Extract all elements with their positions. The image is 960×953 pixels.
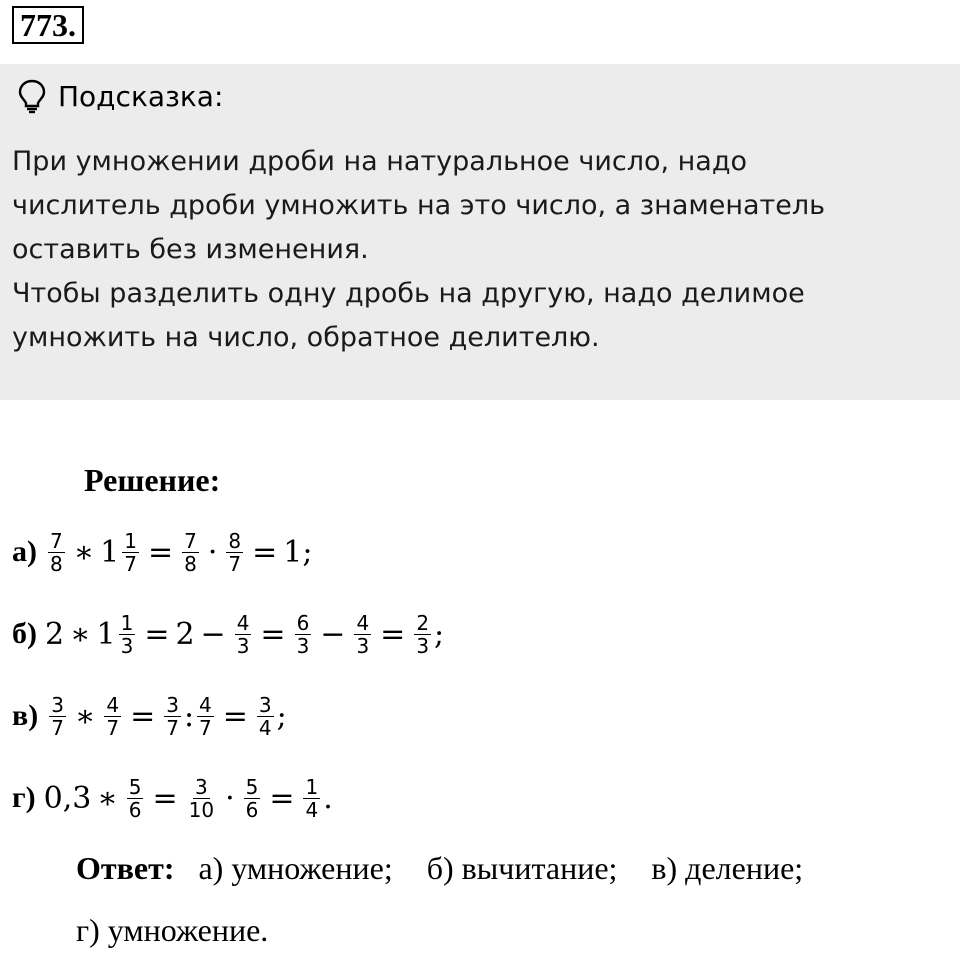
operator: =	[222, 698, 248, 734]
punctuation: .	[323, 780, 333, 816]
fraction: $\frac{4}{3}$	[236, 610, 250, 658]
hint-line: Чтобы разделить одну дробь на другую, надо делимое	[12, 278, 805, 309]
hint-title: Подсказка:	[58, 79, 224, 113]
hint-line: умножить на число, обратное делителю.	[12, 322, 600, 353]
fraction: $\frac{5}{6}$	[245, 774, 259, 822]
fraction: $\frac{7}{8}$	[50, 528, 63, 576]
operator: ∗	[73, 534, 95, 570]
solution-line-c	[12, 686, 287, 746]
number: 2	[175, 616, 195, 652]
whole-part: 1	[100, 534, 120, 570]
fraction: $\frac{8}{7}$	[228, 528, 242, 576]
solution-line-b	[12, 604, 444, 664]
answer-item: г) умножение.	[76, 912, 269, 948]
item-label: г)	[12, 781, 36, 814]
item-label: в)	[12, 699, 39, 732]
fraction: $\frac{3}{10}$	[188, 774, 215, 822]
solution-title: Решение:	[84, 462, 221, 498]
whole-part: 1	[96, 616, 116, 652]
fraction: $\frac{3}{7}$	[51, 692, 64, 740]
operator: =	[152, 780, 178, 816]
operator: :	[183, 698, 195, 734]
problem-number: 773.	[12, 6, 84, 44]
fraction: $\frac{1}{7}$	[124, 528, 137, 576]
fraction: $\frac{6}{3}$	[296, 610, 310, 658]
answer-label: Ответ:	[76, 850, 175, 886]
punctuation: ;	[276, 698, 287, 734]
hint-text	[12, 140, 942, 360]
hint-line: числитель дроби умножить на это число, а знаменатель	[12, 190, 826, 221]
answer-item: а) умножение;	[198, 850, 393, 886]
fraction: $\frac{3}{4}$	[258, 692, 272, 740]
operator: ∗	[74, 698, 96, 734]
number: 2	[45, 616, 65, 652]
operator: =	[144, 616, 170, 652]
item-label: а)	[12, 535, 37, 568]
answer-line	[76, 850, 803, 887]
answer-item: б) вычитание;	[426, 850, 618, 886]
solution-line-d	[12, 768, 333, 828]
fraction: $\frac{4}{3}$	[356, 610, 370, 658]
fraction: $\frac{5}{6}$	[128, 774, 142, 822]
hint-line: оставить без изменения.	[12, 234, 369, 265]
fraction: $\frac{1}{3}$	[120, 610, 134, 658]
item-label: б)	[12, 617, 37, 650]
fraction: $\frac{7}{8}$	[184, 528, 197, 576]
punctuation: ;	[434, 616, 445, 652]
fraction: $\frac{4}{7}$	[199, 692, 212, 740]
solution-line-a	[12, 522, 312, 582]
operator: ·	[225, 780, 235, 816]
operator: =	[269, 780, 295, 816]
fraction: $\frac{1}{4}$	[305, 774, 319, 822]
answer-item: в) деление;	[651, 850, 804, 886]
operator: −	[320, 616, 346, 652]
hint-header	[16, 78, 223, 114]
operator: ∗	[97, 780, 118, 816]
operator: =	[252, 534, 278, 570]
fraction: $\frac{2}{3}$	[416, 610, 430, 658]
operator: ·	[207, 534, 218, 570]
fraction: $\frac{4}{7}$	[106, 692, 120, 740]
operator: =	[260, 616, 286, 652]
lightbulb-icon	[16, 78, 48, 114]
fraction: $\frac{3}{7}$	[166, 692, 179, 740]
operator: ∗	[70, 616, 91, 652]
hint-line: При умножении дроби на натуральное число, надо	[12, 146, 748, 177]
result: 1;	[283, 534, 313, 570]
operator: =	[130, 698, 156, 734]
operator: =	[380, 616, 406, 652]
operator: =	[147, 534, 174, 570]
number: 0,3	[43, 780, 92, 816]
operator: −	[200, 616, 226, 652]
hint-panel	[0, 64, 960, 400]
